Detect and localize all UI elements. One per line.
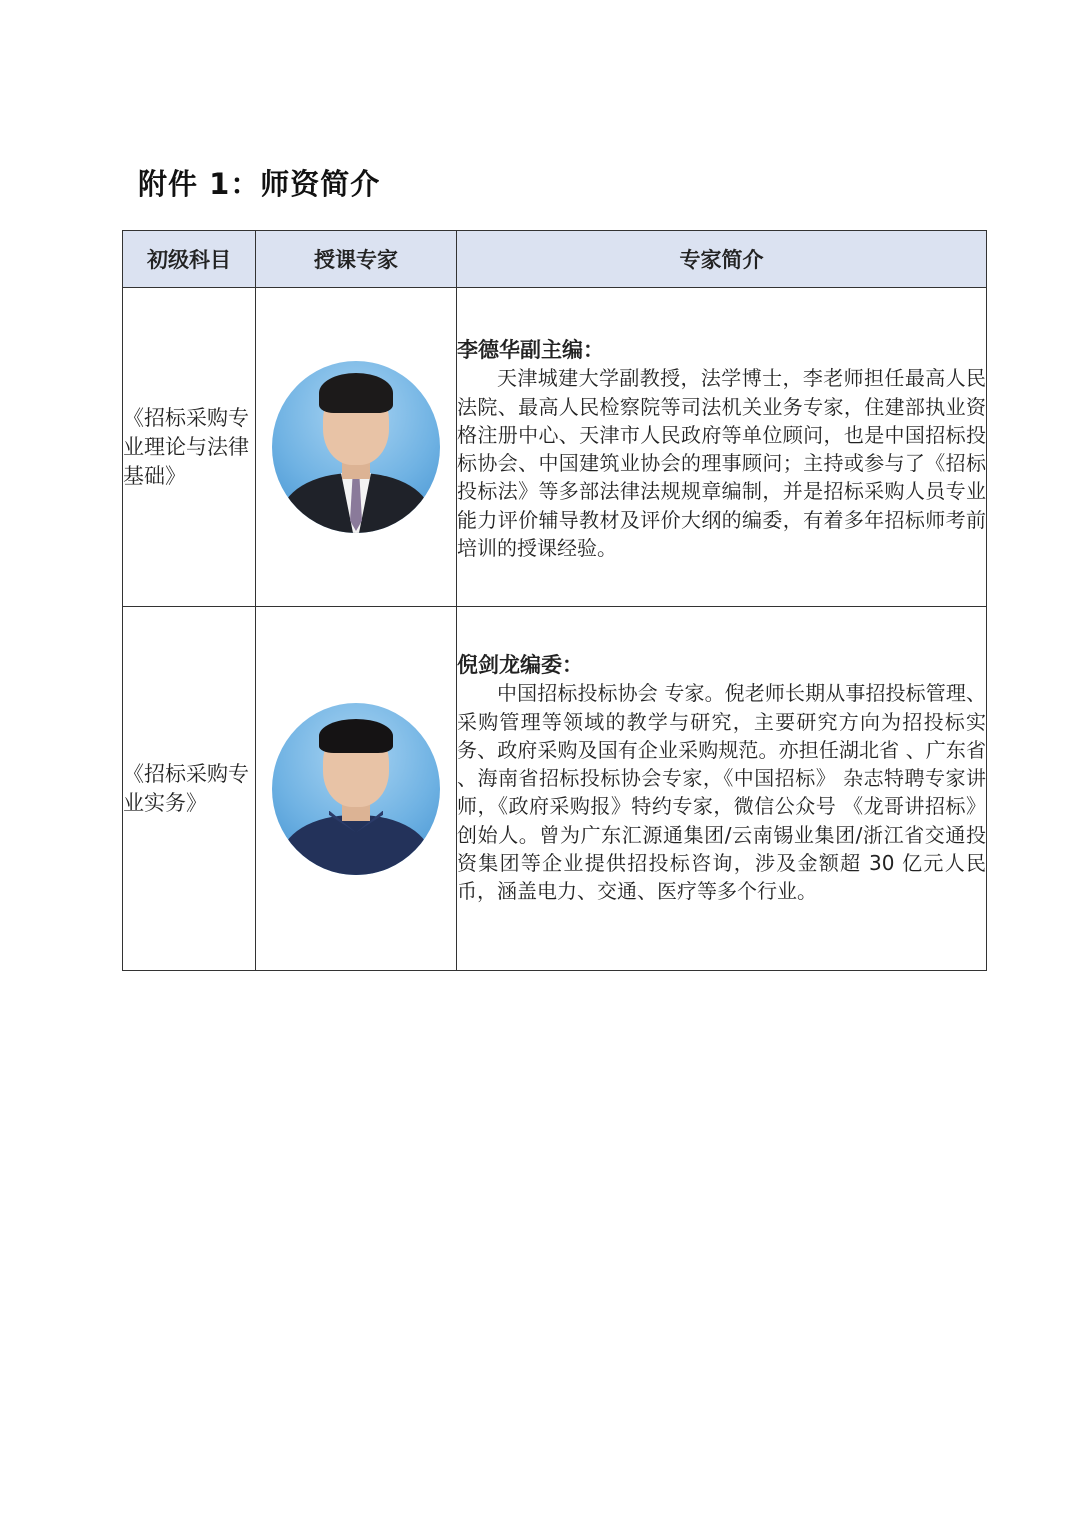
portrait-photo	[272, 361, 440, 533]
header-subject: 初级科目	[123, 231, 256, 288]
subject-cell: 《招标采购专业理论与法律基础》	[123, 288, 256, 607]
expert-name: 李德华副主编：	[457, 338, 604, 362]
expert-photo-cell	[256, 288, 457, 607]
expert-bio: 中国招标投标协会 专家。倪老师长期从事招投标管理、采购管理等领域的教学与研究，主要研究方向为招投标实务、政府采购及国有企业采购规范。亦担任湖北省 、广东省 、海南省招标投标协会专家，《中国招标》 杂志特聘专家讲师，《政府采购报》特约专家，微信公众号 《龙哥讲招标》 创始人。曾为广东汇源通集团/云南锡业集团/浙江省交通投资集团等企业提供招投标咨询，涉及金额超 30 亿元人民币，涵盖电力、交通、医疗等多个行业。	[457, 681, 986, 904]
table-row	[123, 288, 987, 607]
subject-cell: 《招标采购专业实务》	[123, 607, 256, 971]
header-bio: 专家简介	[457, 231, 987, 288]
portrait-hair	[319, 373, 393, 413]
faculty-table	[122, 230, 987, 971]
header-expert: 授课专家	[256, 231, 457, 288]
portrait-shirt-body	[281, 815, 431, 875]
portrait-hair	[319, 719, 393, 753]
expert-name: 倪剑龙编委：	[457, 653, 583, 677]
document-title: 附件 1：师资简介	[138, 167, 381, 201]
portrait-photo	[272, 703, 440, 875]
bio-cell	[457, 288, 987, 607]
bio-cell	[457, 607, 987, 971]
table-header-row	[123, 231, 987, 288]
table-row	[123, 607, 987, 971]
expert-bio: 天津城建大学副教授，法学博士，李老师担任最高人民法院、最高人民检察院等司法机关业务专家，住建部执业资格注册中心、天津市人民政府等单位顾问，也是中国招标投标协会、中国建筑业协会的理事顾问；主持或参与了《招标投标法》等多部法律法规规章编制，并是招标采购人员专业能力评价辅导教材及评价大纲的编委，有着多年招标师考前培训的授课经验。	[457, 366, 986, 561]
expert-photo-cell	[256, 607, 457, 971]
